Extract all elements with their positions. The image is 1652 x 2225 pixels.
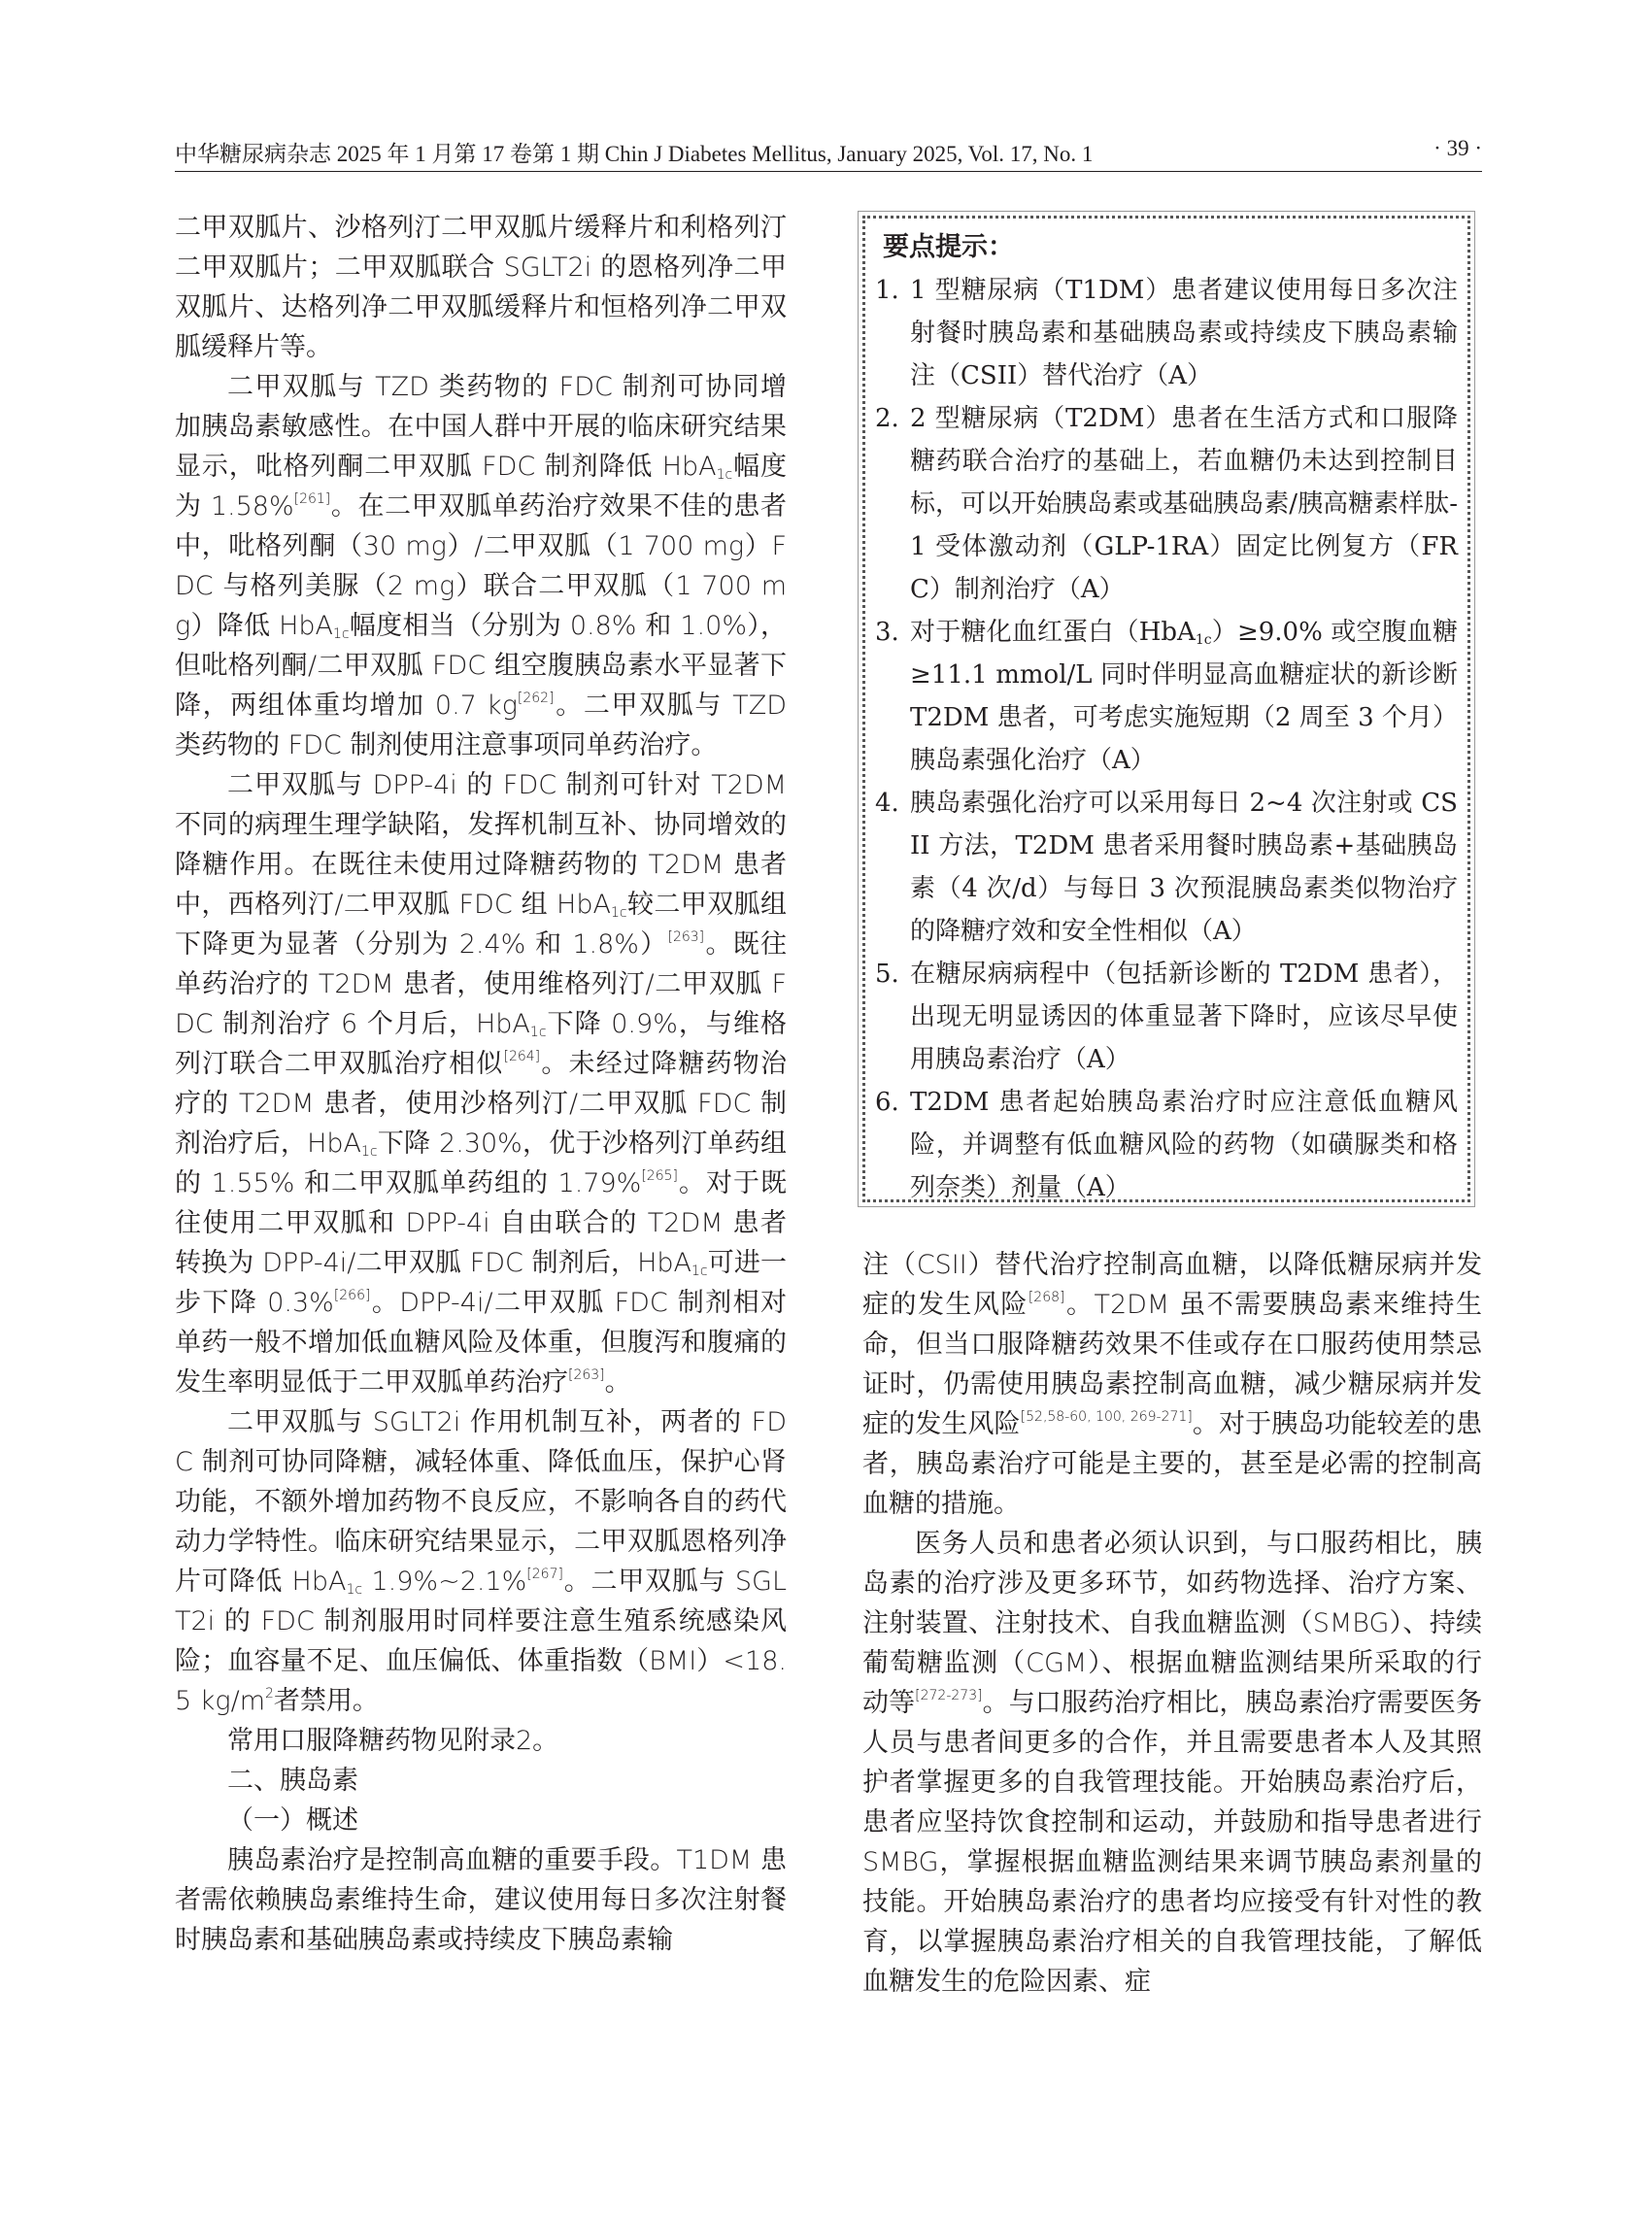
citation-ref: [261] [293, 491, 331, 507]
subscript-1c: 1c [1195, 632, 1212, 648]
key-point-item [875, 611, 1458, 782]
key-point-number: 2. [875, 404, 899, 433]
citation-ref: [272-273] [915, 1688, 983, 1703]
section-heading-insulin: 二、胰岛素 [227, 1766, 358, 1796]
citation-ref: [265] [641, 1168, 678, 1184]
key-point-item [875, 269, 1458, 397]
citation-ref: [262] [517, 691, 555, 706]
paragraph-appendix-note: 常用口服降糖药物见附录2。 [227, 1726, 559, 1756]
subscript-1c: 1c [346, 1582, 363, 1598]
key-point-text: 在糖尿病病程中（包括新诊断的 T2DM 患者），出现无明显诱因的体重显著下降时，应该尽早使用胰岛素治疗（A） [910, 960, 1458, 1074]
key-point-item [875, 953, 1458, 1081]
key-point-number: 1. [875, 276, 899, 305]
paragraph-insulin-continued: 注（CSII）替代治疗控制高血糖，以降低糖尿病并发症的发生风险[268]。T2DM 虽不需要胰岛素来维持生命，但当口服降糖药效果不佳或存在口服药使用禁忌证时，仍需使用胰岛素控制高血糖，减少糖尿病并发症的发生风险[52,58-60, 100, 269-271]。对于胰岛功能较差的患者，胰岛素治疗可能是主要的，甚至是必需的控制高血糖的措施。 [862, 1250, 1483, 1519]
key-point-number: 6. [875, 1088, 899, 1117]
paragraph-fdc-list: 二甲双胍片、沙格列汀二甲双胍片缓释片和利格列汀二甲双胍片；二甲双胍联合 SGLT2i 的恩格列净二甲双胍片、达格列净二甲双胍缓释片和恒格列净二甲双胍缓释片等。 [175, 213, 787, 362]
page-number: · 39 · [1433, 136, 1482, 160]
subscript-1c: 1c [691, 1264, 708, 1279]
superscript-2: 2 [265, 1686, 274, 1702]
header-rule [175, 171, 1482, 172]
key-point-text: T2DM 患者起始胰岛素治疗时应注意低血糖风险，并调整有低血糖风险的药物（如磺脲类和格列奈类）剂量（A） [910, 1088, 1458, 1202]
citation-ref: [263] [568, 1367, 605, 1383]
key-point-number: 4. [875, 789, 899, 818]
right-column [862, 1245, 1482, 2002]
key-point-number: 3. [875, 618, 899, 647]
subscript-1c: 1c [361, 1144, 378, 1160]
citation-ref: [266] [333, 1288, 371, 1303]
subsection-heading-overview: （一）概述 [227, 1805, 358, 1836]
paragraph-insulin-education: 医务人员和患者必须认识到，与口服药相比，胰岛素的治疗涉及更多环节，如药物选择、治疗方案、注射装置、注射技术、自我血糖监测（SMBG）、持续葡萄糖监测（CGM）、根据血糖监测结果所采取的行动等[272-273]。与口服药治疗相比，胰岛素治疗需要医务人员与患者间更多的合作，并且需要患者本人及其照护者掌握更多的自我管理技能。开始胰岛素治疗后，患者应坚持饮食控制和运动，并鼓励和指导患者进行 SMBG，掌握根据血糖监测结果来调节胰岛素剂量的技能。开始胰岛素治疗的患者均应接受有针对性的教育，以掌握胰岛素治疗相关的自我管理技能，了解低血糖发生的危险因素、症 [862, 1529, 1483, 1997]
key-point-text: 对于糖化血红蛋白（HbA$_{1c}$）≥9.0% 或空腹血糖≥11.1 mmol/L 同时伴明显高血糖症状的新诊断 T2DM 患者，可考虑实施短期（2 周至 3 个月）胰岛素强化治疗（A） [910, 618, 1458, 775]
subscript-1c: 1c [529, 1025, 547, 1040]
subscript-1c: 1c [333, 626, 350, 642]
citation-ref: [267] [526, 1567, 563, 1582]
paragraph-insulin-overview: 胰岛素治疗是控制高血糖的重要手段。T1DM 患者需依赖胰岛素维持生命，建议使用每日多次注射餐时胰岛素和基础胰岛素或持续皮下胰岛素输 [175, 1845, 787, 1955]
key-points-box [862, 216, 1470, 1202]
citation-ref: [268] [1028, 1290, 1065, 1305]
key-point-number: 5. [875, 960, 899, 989]
key-point-item [875, 782, 1458, 953]
key-point-item [875, 397, 1458, 611]
paragraph-sglt2i-fdc: 二甲双胍与 SGLT2i 作用机制互补，两者的 FDC 制剂可协同降糖，减轻体重、降低血压，保护心肾功能，不额外增加药物不良反应，不影响各自的药代动力学特性。临床研究结果显示，二甲双胍恩格列净片可降低 HbA$_{1c}$ 1.9%~2.1%[267]。二甲双胍与 SGLT2i 的 FDC 制剂服用时同样要注意生殖系统感染风险；血容量不足、血压偏低、体重指数（BMI）<18.5 $kg/m^2$者禁用。 [175, 1407, 788, 1716]
subscript-1c: 1c [716, 467, 733, 483]
key-points-title: 要点提示： [883, 232, 1014, 262]
citation-ref: [52,58-60, 100, 269-271] [1020, 1409, 1193, 1425]
paragraph-tzd-fdc: 二甲双胍与 TZD 类药物的 FDC 制剂可协同增加胰岛素敏感性。在中国人群中开展的临床研究结果显示，吡格列酮二甲双胍 FDC 制剂降低 HbA$_{1c}$幅度为 1.58%[261]。在二甲双胍单药治疗效果不佳的患者中，吡格列酮（30 mg）/二甲双胍（1 700 mg）FDC 与格列美脲（2 mg）联合二甲双胍（1 700 mg）降低 HbA$_{1c}$幅度相当（分别为 0.8% 和 1.0%），但吡格列酮/二甲双胍 FDC 组空腹胰岛素水平显著下降，两组体重均增加 0.7 kg[262]。二甲双胍与 TZD 类药物的 FDC 制剂使用注意事项同单药治疗。 [175, 372, 788, 760]
subscript-1c: 1c [610, 905, 627, 921]
citation-ref: [264] [503, 1049, 541, 1064]
journal-citation: 中华糖尿病杂志 2025 年 1 月第 17 卷第 1 期 Chin J Diabetes Mellitus, January 2025, Vol. 17, No. 1 [175, 142, 1094, 166]
key-point-text: 2 型糖尿病（T2DM）患者在生活方式和口服降糖药联合治疗的基础上，若血糖仍未达到控制目标，可以开始胰岛素或基础胰岛素/胰高糖素样肽-1 受体激动剂（GLP-1RA）固定比例复方（FRC）制剂治疗（A） [910, 404, 1458, 604]
key-point-text: 1 型糖尿病（T1DM）患者建议使用每日多次注射餐时胰岛素和基础胰岛素或持续皮下胰岛素输注（CSII）替代治疗（A） [910, 276, 1458, 390]
paragraph-dpp4i-fdc: 二甲双胍与 DPP-4i 的 FDC 制剂可针对 T2DM 不同的病理生理学缺陷，发挥机制互补、协同增效的降糖作用。在既往未使用过降糖药物的 T2DM 患者中，西格列汀/二甲双胍 FDC 组 HbA$_{1c}$较二甲双胍组下降更为显著（分别为 2.4% 和 1.8%）[263]。既往单药治疗的 T2DM 患者，使用维格列汀/二甲双胍 FDC 制剂治疗 6 个月后，HbA$_{1c}$下降 0.9%，与维格列汀联合二甲双胍治疗相似[264]。未经过降糖药物治疗的 T2DM 患者，使用沙格列汀/二甲双胍 FDC 制剂治疗后，HbA$_{1c}$下降 2.30%，优于沙格列汀单药组的 1.55% 和二甲双胍单药组的 1.79%[265]。对于既往使用二甲双胍和 DPP-4i 自由联合的 T2DM 患者转换为 DPP-4i/二甲双胍 FDC 制剂后，HbA$_{1c}$可进一步下降 0.3%[266]。DPP-4i/二甲双胍 FDC 制剂相对单药一般不增加低血糖风险及体重，但腹泻和腹痛的发生率明显低于二甲双胍单药治疗[263]。 [175, 770, 788, 1398]
running-header [175, 132, 1482, 171]
citation-ref: [263] [667, 929, 705, 945]
key-point-text: 胰岛素强化治疗可以采用每日 2~4 次注射或 CSII 方法，T2DM 患者采用餐时胰岛素+基础胰岛素（4 次/d）与每日 3 次预混胰岛素类似物治疗的降糖疗效和安全性相似（A） [910, 789, 1458, 946]
left-column [175, 208, 787, 1960]
key-point-item [875, 1081, 1458, 1209]
